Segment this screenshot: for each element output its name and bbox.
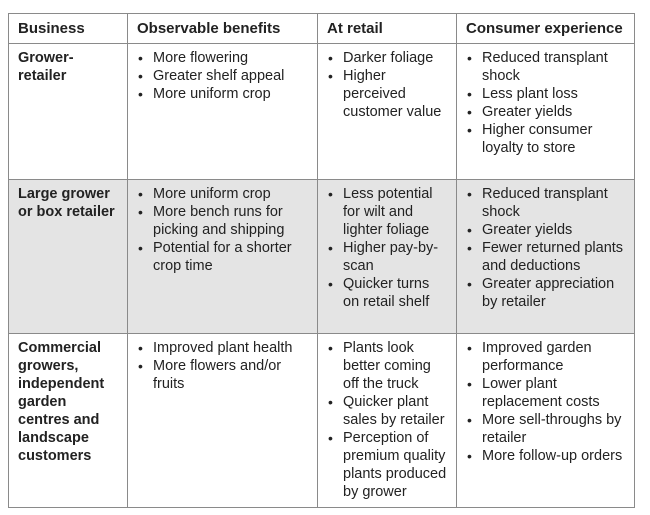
list-item: • Plants look better coming off the truck [327,339,449,393]
benefits-table [8,13,635,508]
list-item: • More follow-up orders [466,447,627,465]
list-item: • More flowers and/or fruits [137,357,310,393]
benefits-table-container [8,13,634,508]
retail-list [327,339,449,501]
consumer-cell [457,44,635,180]
list-item: • Fewer returned plants and deductions [466,239,627,275]
header-consumer-experience: Consumer experience [457,14,635,44]
observable-list [137,339,310,393]
list-item: • More sell-throughs by retailer [466,411,627,447]
observable-cell [128,334,318,508]
observable-cell [128,180,318,334]
list-item: • Greater appreciation by retailer [466,275,627,311]
consumer-list [466,185,627,311]
list-item: • Less plant loss [466,85,627,103]
list-item: • Reduced transplant shock [466,49,627,85]
list-item: • Greater yields [466,221,627,239]
list-item: • Less potential for wilt and lighter foliage [327,185,449,239]
observable-list [137,185,310,275]
list-item: • More flowering [137,49,310,67]
retail-cell [318,334,457,508]
list-item: • Higher consumer loyalty to store [466,121,627,157]
list-item: • Higher pay-by-scan [327,239,449,275]
retail-list [327,185,449,311]
header-at-retail: At retail [318,14,457,44]
retail-cell [318,180,457,334]
retail-list [327,49,449,121]
list-item: • Higher perceived customer value [327,67,449,121]
retail-cell [318,44,457,180]
header-row [9,14,635,44]
list-item: • Improved garden performance [466,339,627,375]
consumer-list [466,339,627,465]
list-item: • Quicker plant sales by retailer [327,393,449,429]
business-cell: Grower-retailer [9,44,128,180]
business-cell: Commercial growers, independent garden centres and landscape customers [9,334,128,508]
list-item: • Greater shelf appeal [137,67,310,85]
observable-list [137,49,310,103]
list-item: • Lower plant replacement costs [466,375,627,411]
header-business: Business [9,14,128,44]
business-cell: Large grower or box retailer [9,180,128,334]
list-item: • More uniform crop [137,185,310,203]
table-row [9,44,635,180]
list-item: • Quicker turns on retail shelf [327,275,449,311]
table-row [9,334,635,508]
consumer-cell [457,334,635,508]
list-item: • Reduced transplant shock [466,185,627,221]
list-item: • Improved plant health [137,339,310,357]
table-row [9,180,635,334]
list-item: • Greater yields [466,103,627,121]
list-item: • Perception of premium quality plants produced by grower [327,429,449,501]
header-observable-benefits: Observable benefits [128,14,318,44]
list-item: • Darker foliage [327,49,449,67]
consumer-cell [457,180,635,334]
list-item: • More uniform crop [137,85,310,103]
consumer-list [466,49,627,157]
list-item: • Potential for a shorter crop time [137,239,310,275]
list-item: • More bench runs for picking and shipping [137,203,310,239]
observable-cell [128,44,318,180]
